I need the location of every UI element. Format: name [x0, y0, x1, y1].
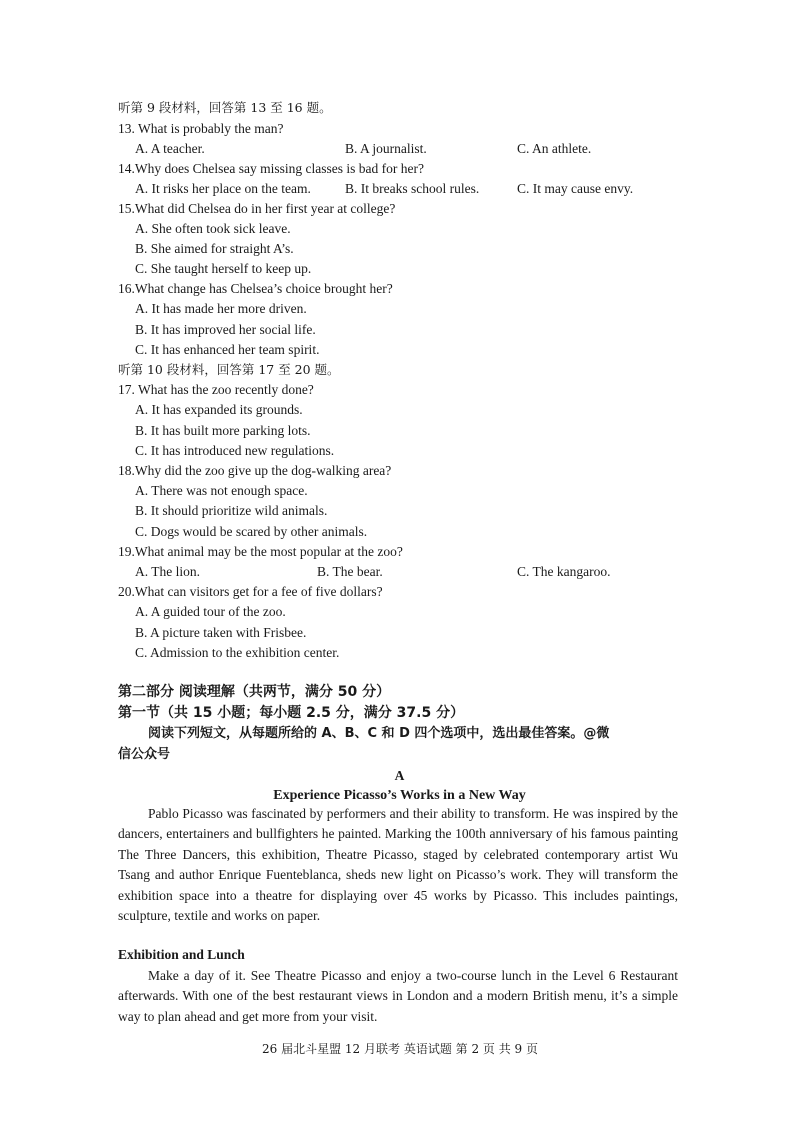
option-b: B. A journalist. [345, 141, 427, 156]
option-c: C. An athlete. [517, 141, 592, 156]
option-c: C. It may cause envy. [517, 181, 634, 196]
listening-header-9: 听第 9 段材料，回答第 13 至 16 题。 [118, 100, 332, 115]
question-19-options [135, 562, 695, 582]
option-c: C. Dogs would be scared by other animals. [135, 524, 368, 539]
section-one-title: 第一节（共 15 小题；每小题 2.5 分，满分 37.5 分） [118, 705, 465, 721]
question-14-options [135, 179, 695, 199]
option-c: C. She taught herself to keep up. [135, 261, 312, 276]
option-c: C. The kangaroo. [517, 564, 611, 579]
question-19-stem: 19.What animal may be the most popular at the zoo? [118, 544, 403, 559]
option-a: A. The lion. [135, 564, 200, 579]
exhibition-lunch-heading: Exhibition and Lunch [118, 947, 245, 962]
option-c: C. It has introduced new regulations. [135, 443, 335, 458]
option-a: A. There was not enough space. [135, 483, 308, 498]
option-b: B. It should prioritize wild animals. [135, 503, 328, 518]
question-13-options [135, 139, 695, 159]
part-two-title: 第二部分 阅读理解（共两节，满分 50 分） [118, 684, 391, 700]
option-a: A. A teacher. [135, 141, 205, 156]
option-b: B. The bear. [317, 564, 383, 579]
reading-instruction-cont: 信公众号 [118, 747, 171, 762]
option-b: B. It breaks school rules. [345, 181, 480, 196]
question-14-stem: 14.Why does Chelsea say missing classes is bad for her? [118, 161, 424, 176]
reading-instruction: 阅读下列短文，从每题所给的 A、B、C 和 D 四个选项中，选出最佳答案。@微 [148, 726, 610, 741]
option-a: A. It risks her place on the team. [135, 181, 311, 196]
option-c: C. Admission to the exhibition center. [135, 645, 340, 660]
passage-paragraph-2 [118, 966, 678, 1027]
question-13-stem: 13. What is probably the man? [118, 121, 284, 136]
question-15-stem: 15.What did Chelsea do in her first year at college? [118, 201, 396, 216]
option-a: A. A guided tour of the zoo. [135, 604, 286, 619]
option-b: B. It has improved her social life. [135, 322, 316, 337]
question-16-stem: 16.What change has Chelsea’s choice brought her? [118, 281, 393, 296]
option-a: A. She often took sick leave. [135, 221, 291, 236]
passage-letter: A [394, 768, 405, 783]
paragraph-2-text: Make a day of it. See Theatre Picasso and enjoy a two-course lunch in the Level 6 Restaurant afterwards. With one of the best restaurant views in London and a modern British menu, it’s a simple way to plan ahead and get more from your visit. [118, 968, 678, 1024]
question-18-stem: 18.Why did the zoo give up the dog-walking area? [118, 463, 392, 478]
paragraph-1-text: Pablo Picasso was fascinated by performers and their ability to transform. He was inspired by the dancers, entertainers and bullfighters he painted. Marking the 100th anniversary of his famous painting The Three Dancers, this exhibition, Theatre Picasso, staged by celebrated contemporary artist Wu Tsang and author Enrique Fuenteblanca, sheds new light on Picasso’s work. They will transform the exhibition space into a theatre for displaying over 45 works by Picasso. This includes paintings, sculpture, textile and works on paper. [118, 806, 678, 924]
option-b: B. It has built more parking lots. [135, 423, 311, 438]
option-c: C. It has enhanced her team spirit. [135, 342, 320, 357]
question-20-stem: 20.What can visitors get for a fee of five dollars? [118, 584, 383, 599]
option-a: A. It has expanded its grounds. [135, 402, 303, 417]
page-footer: 26 届北斗星盟 12 月联考 英语试题 第 2 页 共 9 页 [262, 1042, 538, 1056]
option-b: B. She aimed for straight A’s. [135, 241, 294, 256]
option-b: B. A picture taken with Frisbee. [135, 625, 307, 640]
passage-paragraph-1 [118, 804, 678, 926]
option-a: A. It has made her more driven. [135, 301, 307, 316]
passage-title: Experience Picasso’s Works in a New Way [273, 788, 526, 803]
question-17-stem: 17. What has the zoo recently done? [118, 382, 314, 397]
listening-header-10: 听第 10 段材料，回答第 17 至 20 题。 [118, 362, 340, 377]
